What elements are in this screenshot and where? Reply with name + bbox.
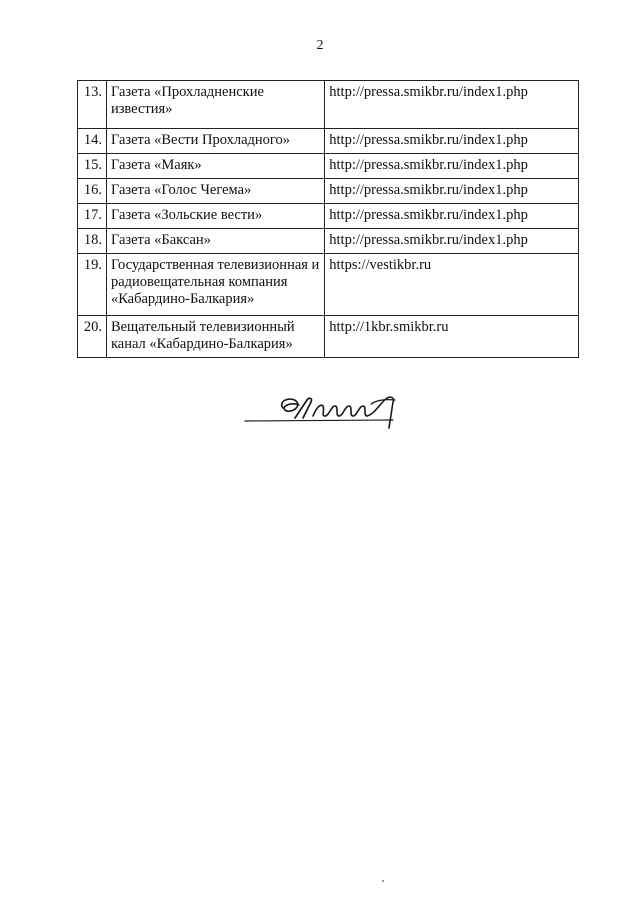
table-row xyxy=(78,254,579,316)
outlet-name: Газета «Баксан» xyxy=(106,229,324,254)
row-number: 17. xyxy=(78,204,107,229)
outlet-url: http://pressa.smikbr.ru/index1.php xyxy=(325,81,579,129)
scan-mark xyxy=(382,880,384,882)
outlet-name: Газета «Зольские вести» xyxy=(106,204,324,229)
table-row xyxy=(78,179,579,204)
outlet-url: http://pressa.smikbr.ru/index1.php xyxy=(325,229,579,254)
outlet-url: https://vestikbr.ru xyxy=(325,254,579,316)
table-row xyxy=(78,154,579,179)
row-number: 15. xyxy=(78,154,107,179)
row-number: 13. xyxy=(78,81,107,129)
media-outlets-table xyxy=(77,80,579,358)
outlet-name: Вещательный телевизионный канал «Кабардино-Балкария» xyxy=(106,316,324,358)
outlet-name: Газета «Маяк» xyxy=(106,154,324,179)
row-number: 20. xyxy=(78,316,107,358)
table-row xyxy=(78,204,579,229)
row-number: 14. xyxy=(78,129,107,154)
row-number: 19. xyxy=(78,254,107,316)
outlet-name: Газета «Прохладненские известия» xyxy=(106,81,324,129)
outlet-name: Государственная телевизионная и радиовещательная компания «Кабардино-Балкария» xyxy=(106,254,324,316)
page-number: 2 xyxy=(316,38,324,53)
outlet-url: http://pressa.smikbr.ru/index1.php xyxy=(325,154,579,179)
outlet-name: Газета «Вести Прохладного» xyxy=(106,129,324,154)
outlet-url: http://pressa.smikbr.ru/index1.php xyxy=(325,179,579,204)
table-row xyxy=(78,129,579,154)
outlet-name: Газета «Голос Чегема» xyxy=(106,179,324,204)
outlet-url: http://1kbr.smikbr.ru xyxy=(325,316,579,358)
outlet-url: http://pressa.smikbr.ru/index1.php xyxy=(325,204,579,229)
table-row xyxy=(78,316,579,358)
table-row xyxy=(78,229,579,254)
table-row xyxy=(78,81,579,129)
row-number: 18. xyxy=(78,229,107,254)
row-number: 16. xyxy=(78,179,107,204)
handwritten-signature-icon xyxy=(243,388,423,438)
outlet-url: http://pressa.smikbr.ru/index1.php xyxy=(325,129,579,154)
